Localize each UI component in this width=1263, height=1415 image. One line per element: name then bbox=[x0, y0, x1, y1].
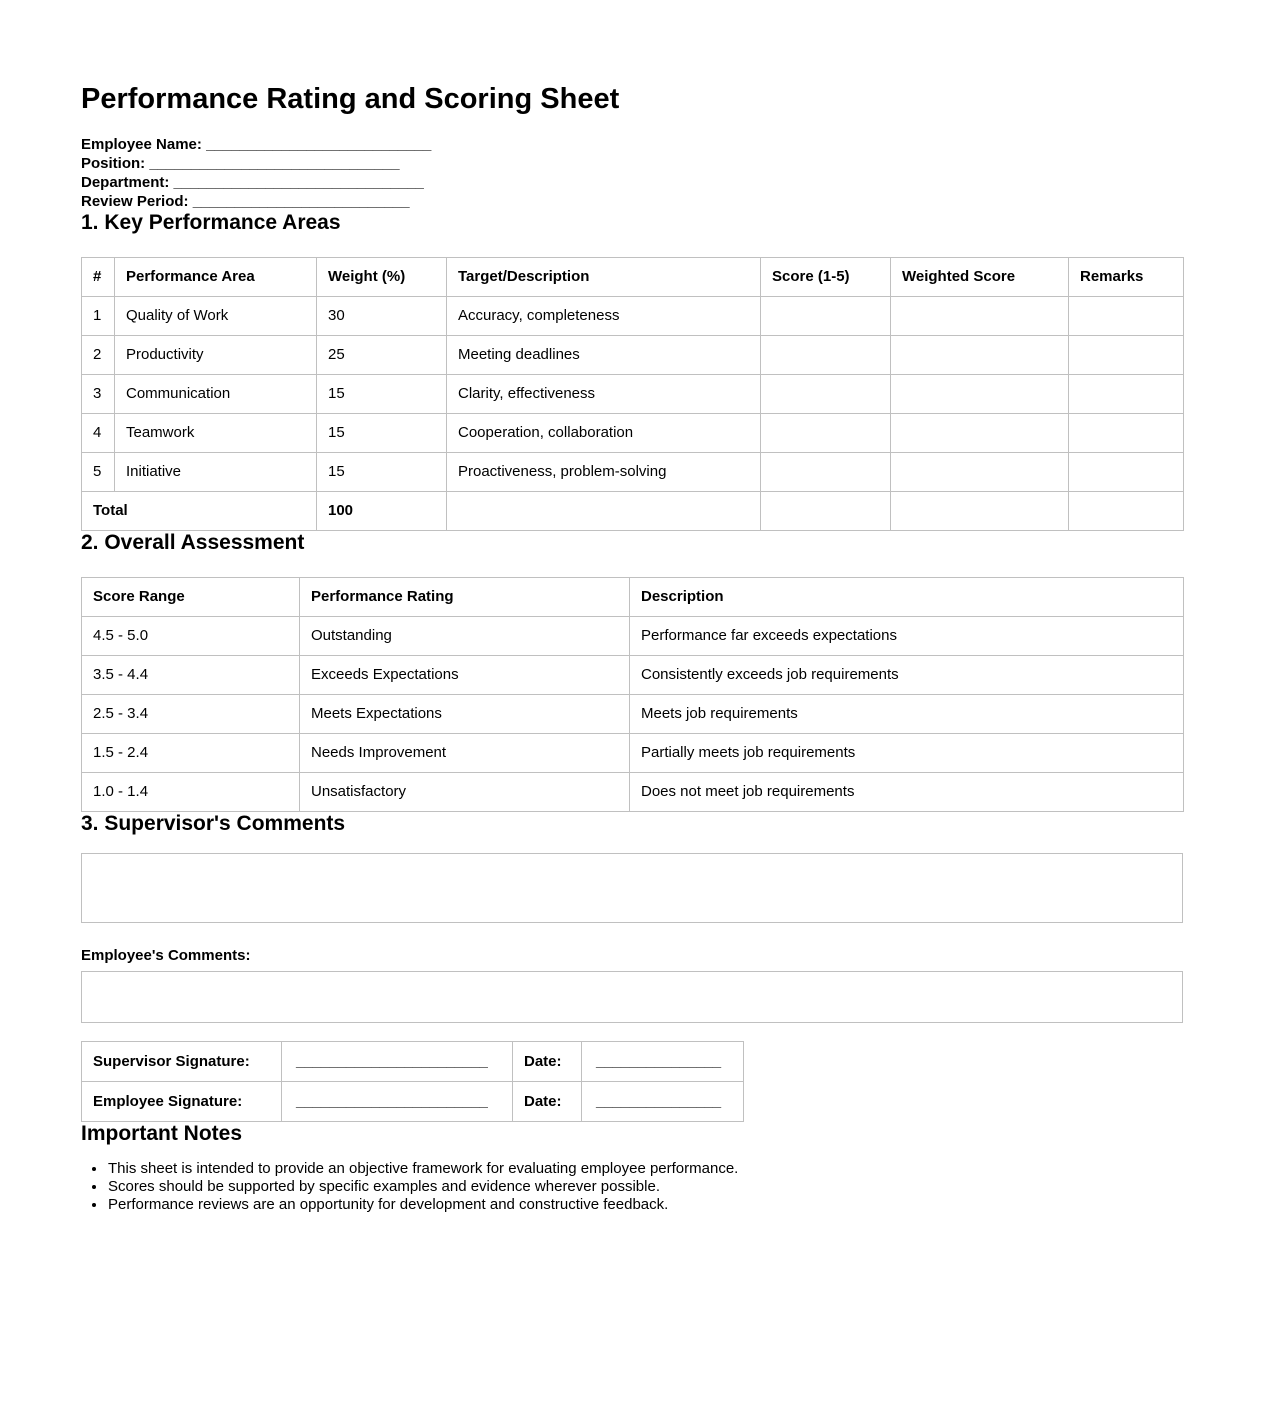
position-label: Position: bbox=[81, 155, 146, 172]
employee-signature-row bbox=[82, 1082, 744, 1122]
cell-remarks-blank bbox=[1069, 297, 1184, 336]
employee-name-blank-line: ___________________________ bbox=[206, 136, 432, 153]
assessment-col-range: Score Range bbox=[82, 578, 300, 617]
cell-rating: Exceeds Expectations bbox=[300, 656, 630, 695]
cell-desc: Does not meet job requirements bbox=[630, 773, 1184, 812]
kpa-row-quality-of-work bbox=[82, 297, 1184, 336]
cell-target: Clarity, effectiveness bbox=[447, 375, 761, 414]
cell-weight: 15 bbox=[317, 453, 447, 492]
kpa-row-teamwork bbox=[82, 414, 1184, 453]
supervisor-signature-row bbox=[82, 1042, 744, 1082]
note-item: • Scores should be supported by specific examples and evidence wherever possible. bbox=[107, 1178, 1183, 1196]
important-notes-heading: Important Notes bbox=[81, 1122, 243, 1145]
cell-num: 3 bbox=[82, 375, 115, 414]
cell-area: Productivity bbox=[115, 336, 317, 375]
cell-score-blank bbox=[761, 297, 891, 336]
department-label: Department: bbox=[81, 174, 170, 191]
department-field bbox=[81, 173, 1183, 192]
position-blank-line: ______________________________ bbox=[149, 155, 400, 172]
assessment-row-needs-improvement bbox=[82, 734, 1184, 773]
kpa-row-initiative bbox=[82, 453, 1184, 492]
kpa-row-communication bbox=[82, 375, 1184, 414]
cell-rating: Outstanding bbox=[300, 617, 630, 656]
cell-remarks-blank bbox=[1069, 414, 1184, 453]
cell-target: Cooperation, collaboration bbox=[447, 414, 761, 453]
employee-signature-line: _______________________ bbox=[282, 1082, 513, 1122]
cell-total-weight: 100 bbox=[317, 492, 447, 531]
cell-desc: Partially meets job requirements bbox=[630, 734, 1184, 773]
cell-desc: Performance far exceeds expectations bbox=[630, 617, 1184, 656]
cell-desc: Meets job requirements bbox=[630, 695, 1184, 734]
cell-weighted-blank bbox=[891, 414, 1069, 453]
cell-area: Communication bbox=[115, 375, 317, 414]
cell-area: Teamwork bbox=[115, 414, 317, 453]
assessment-row-unsatisfactory bbox=[82, 773, 1184, 812]
cell-weighted-blank bbox=[891, 375, 1069, 414]
cell-weighted-blank bbox=[891, 453, 1069, 492]
cell-weight: 15 bbox=[317, 414, 447, 453]
employee-date-label: Date: bbox=[513, 1082, 582, 1122]
cell-num: 1 bbox=[82, 297, 115, 336]
cell-remarks-blank bbox=[1069, 336, 1184, 375]
employee-name-label: Employee Name: bbox=[81, 136, 202, 153]
kpa-col-weighted: Weighted Score bbox=[891, 258, 1069, 297]
cell-desc: Consistently exceeds job requirements bbox=[630, 656, 1184, 695]
cell-target: Proactiveness, problem-solving bbox=[447, 453, 761, 492]
section-3-heading: 3. Supervisor's Comments bbox=[81, 812, 346, 835]
kpa-col-remarks: Remarks bbox=[1069, 258, 1184, 297]
kpa-col-area: Performance Area bbox=[115, 258, 317, 297]
supervisor-comments-box bbox=[81, 853, 1183, 923]
cell-score-blank bbox=[761, 453, 891, 492]
cell-score-blank bbox=[761, 336, 891, 375]
section-1-heading: 1. Key Performance Areas bbox=[81, 211, 341, 234]
cell-score-blank bbox=[761, 375, 891, 414]
assessment-col-desc: Description bbox=[630, 578, 1184, 617]
cell-range: 2.5 - 3.4 bbox=[82, 695, 300, 734]
employee-signature-label: Employee Signature: bbox=[82, 1082, 282, 1122]
assessment-header-row bbox=[82, 578, 1184, 617]
supervisor-date-label: Date: bbox=[513, 1042, 582, 1082]
kpa-col-score: Score (1-5) bbox=[761, 258, 891, 297]
supervisor-signature-label: Supervisor Signature: bbox=[82, 1042, 282, 1082]
overall-assessment-table bbox=[81, 577, 1184, 812]
cell-remarks-blank bbox=[1069, 453, 1184, 492]
kpa-row-productivity bbox=[82, 336, 1184, 375]
cell-remarks-blank bbox=[1069, 492, 1184, 531]
kpa-col-num: # bbox=[82, 258, 115, 297]
important-notes-list bbox=[81, 1160, 1183, 1214]
note-item: • This sheet is intended to provide an objective framework for evaluating employee performance. bbox=[107, 1160, 1183, 1178]
cell-num: 5 bbox=[82, 453, 115, 492]
employee-comments-label: Employee's Comments: bbox=[81, 947, 251, 964]
assessment-col-rating: Performance Rating bbox=[300, 578, 630, 617]
cell-total-label: Total bbox=[82, 492, 317, 531]
assessment-row-exceeds bbox=[82, 656, 1184, 695]
cell-area: Quality of Work bbox=[115, 297, 317, 336]
department-blank-line: ______________________________ bbox=[173, 174, 424, 191]
assessment-row-meets bbox=[82, 695, 1184, 734]
position-field bbox=[81, 154, 1183, 173]
kpa-col-target: Target/Description bbox=[447, 258, 761, 297]
employee-date-line: _______________ bbox=[582, 1082, 744, 1122]
cell-area: Initiative bbox=[115, 453, 317, 492]
review-period-blank-line: __________________________ bbox=[192, 193, 410, 210]
employee-name-field bbox=[81, 135, 1183, 154]
cell-weighted-blank bbox=[891, 492, 1069, 531]
cell-weight: 30 bbox=[317, 297, 447, 336]
cell-target-blank bbox=[447, 492, 761, 531]
signature-table bbox=[81, 1041, 744, 1122]
review-period-label: Review Period: bbox=[81, 193, 189, 210]
cell-rating: Unsatisfactory bbox=[300, 773, 630, 812]
review-period-field bbox=[81, 192, 1183, 211]
cell-range: 1.0 - 1.4 bbox=[82, 773, 300, 812]
cell-weighted-blank bbox=[891, 297, 1069, 336]
supervisor-date-line: _______________ bbox=[582, 1042, 744, 1082]
cell-target: Meeting deadlines bbox=[447, 336, 761, 375]
section-2-heading: 2. Overall Assessment bbox=[81, 531, 305, 554]
cell-range: 1.5 - 2.4 bbox=[82, 734, 300, 773]
employee-comments-box bbox=[81, 971, 1183, 1023]
cell-score-blank bbox=[761, 492, 891, 531]
cell-num: 2 bbox=[82, 336, 115, 375]
kpa-total-row bbox=[82, 492, 1184, 531]
cell-target: Accuracy, completeness bbox=[447, 297, 761, 336]
kpa-col-weight: Weight (%) bbox=[317, 258, 447, 297]
cell-weight: 15 bbox=[317, 375, 447, 414]
page-title: Performance Rating and Scoring Sheet bbox=[81, 83, 620, 115]
cell-weighted-blank bbox=[891, 336, 1069, 375]
cell-remarks-blank bbox=[1069, 375, 1184, 414]
supervisor-signature-line: _______________________ bbox=[282, 1042, 513, 1082]
cell-weight: 25 bbox=[317, 336, 447, 375]
cell-rating: Meets Expectations bbox=[300, 695, 630, 734]
note-item: • Performance reviews are an opportunity for development and constructive feedback. bbox=[107, 1196, 1183, 1214]
cell-num: 4 bbox=[82, 414, 115, 453]
employee-info-block bbox=[81, 135, 1183, 211]
cell-score-blank bbox=[761, 414, 891, 453]
key-performance-areas-table bbox=[81, 257, 1184, 531]
assessment-row-outstanding bbox=[82, 617, 1184, 656]
cell-rating: Needs Improvement bbox=[300, 734, 630, 773]
cell-range: 3.5 - 4.4 bbox=[82, 656, 300, 695]
cell-range: 4.5 - 5.0 bbox=[82, 617, 300, 656]
kpa-header-row bbox=[82, 258, 1184, 297]
